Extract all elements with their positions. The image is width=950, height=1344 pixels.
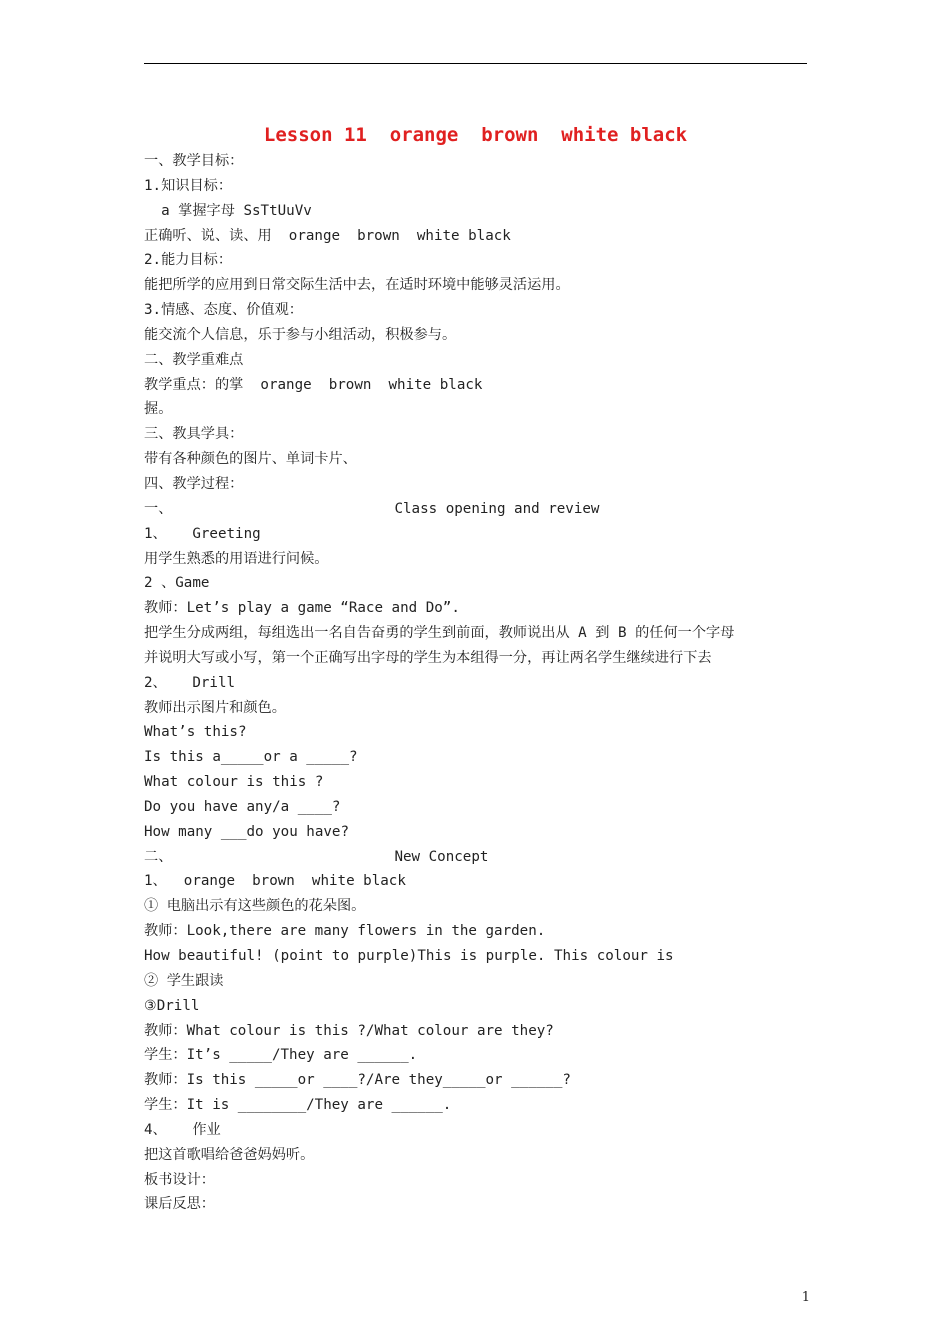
body-line: 2.能力目标： [144,252,233,269]
body-line: 能把所学的应用到日常交际生活中去，在适时环境中能够灵活运用。 [144,277,570,294]
body-line: 带有各种颜色的图片、单词卡片、 [144,451,357,468]
body-line: 二、教学重难点 [144,351,244,368]
body-line: How beautiful! (point to purple)This is purple. This colour is [144,948,674,964]
body-line: 1.知识目标： [144,177,233,194]
body-line: 能交流个人信息，乐于参与小组活动，积极参与。 [144,326,457,343]
body-line: How many ___do you have? [144,823,349,840]
body-line: Do you have any/a ____? [144,798,341,815]
body-line: ③Drill [144,997,200,1014]
body-line: What’s this? [144,724,247,741]
body-line: 并说明大写或小写，第一个正确写出字母的学生为本组得一分，再让两名学生继续进行下去 [144,649,712,666]
body-line: Is this a_____or a _____? [144,749,358,766]
lesson-title: Lesson 11 orange brown white black [263,124,688,146]
body-line: 教师：Look,there are many flowers in the garden. [144,923,546,940]
body-line: 2 、Game [144,575,210,592]
body-line: 教师：Let’s play a game “Race and Do”. [144,600,460,617]
body-line: ② 学生跟读 [144,972,224,989]
body-line: 一、教学目标： [144,153,244,169]
body-line: 1、 orange brown white black [144,873,406,890]
body-line: 板书设计： [144,1171,215,1188]
body-line: 把这首歌唱给爸爸妈妈听。 [144,1146,315,1163]
body-line: 四、教学过程： [144,475,244,492]
body-line: 1、 Greeting [144,525,261,542]
body-line: 3.情感、态度、价值观： [144,302,303,319]
body-line: 2、 Drill [144,674,236,691]
body-line: 二、 New Concept [144,848,489,865]
body-line: 教师：Is this _____or ____?/Are they_____or ______? [144,1072,571,1089]
header-rule [144,63,807,64]
body-line: 用学生熟悉的用语进行问候。 [144,550,329,567]
body-line: 一、 Class opening and review [144,500,600,517]
body-line: ① 电脑出示有这些颜色的花朵图。 [144,898,366,915]
page-number: 1 [801,1290,810,1305]
body-line: 教学重点：的掌 orange brown white black [144,376,483,393]
body-line: 把学生分成两组，每组选出一名自告奋勇的学生到前面，教师说出从 A 到 B 的任何一个字母 [144,625,735,642]
body-line: 教师：What colour is this ?/What colour are they? [144,1022,554,1039]
body-line: 4、 作业 [144,1121,221,1138]
body-line: 教师出示图片和颜色。 [144,699,286,716]
body-line: a 掌握字母 SsTtUuVv [144,202,312,219]
document-body [144,149,814,1217]
body-line: 学生：It is ________/They are ______. [144,1097,452,1114]
body-line: 课后反思： [144,1196,215,1213]
body-line: 握。 [144,401,173,418]
body-line: What colour is this ? [144,774,324,791]
body-line: 三、教具学具： [144,426,244,443]
body-line: 正确听、说、读、用 orange brown white black [144,227,511,244]
body-line: 学生：It’s _____/They are ______. [144,1047,418,1064]
